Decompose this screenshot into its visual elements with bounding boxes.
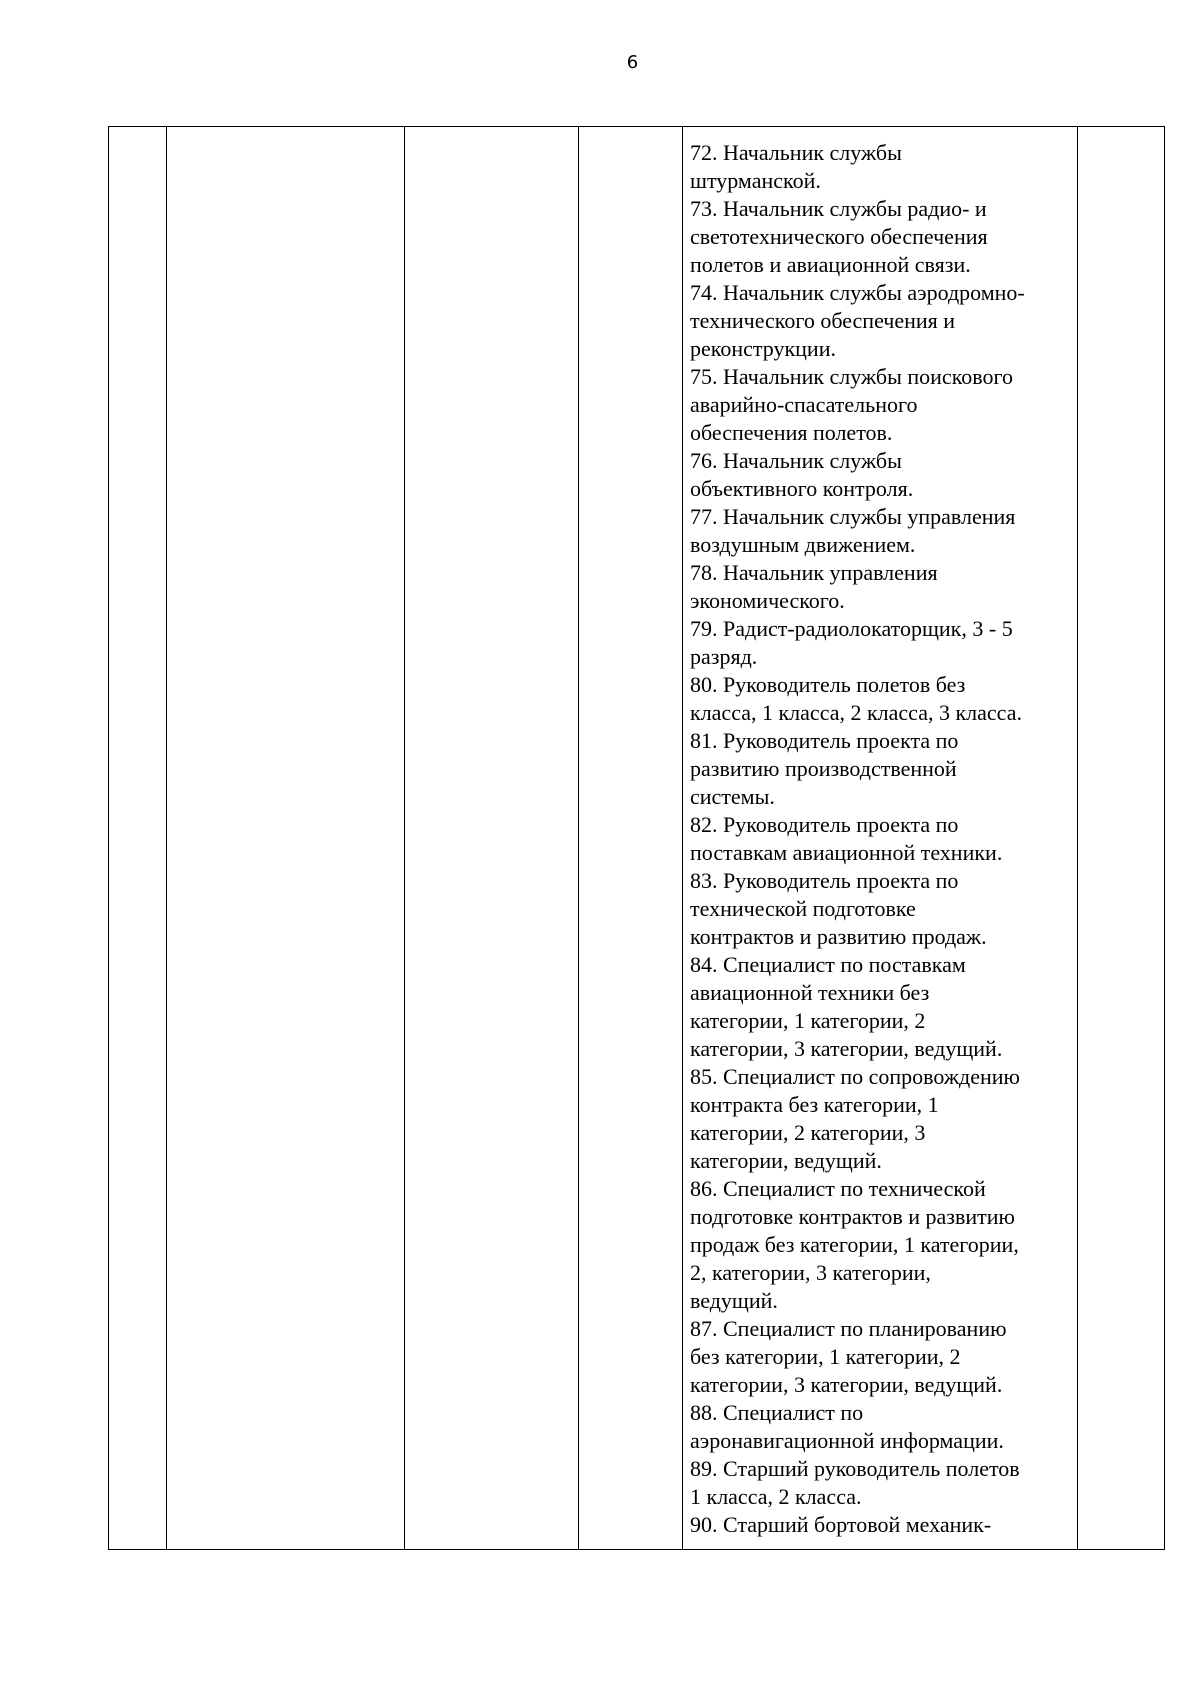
list-item: 90. Старший бортовой механик- <box>690 1512 992 1537</box>
list-item: технической подготовке <box>690 896 916 921</box>
list-item: аэронавигационной информации. <box>690 1428 1004 1453</box>
list-item: категории, 1 категории, 2 <box>690 1008 926 1033</box>
positions-list-cell <box>683 127 1078 1550</box>
list-item: 88. Специалист по <box>690 1400 864 1425</box>
table-cell-6 <box>1078 127 1165 1550</box>
list-item: ведущий. <box>690 1288 778 1313</box>
list-item: класса, 1 класса, 2 класса, 3 класса. <box>690 700 1022 725</box>
list-item: штурманской. <box>690 168 821 193</box>
list-item: 2, категории, 3 категории, <box>690 1260 931 1285</box>
list-item: категории, 3 категории, ведущий. <box>690 1372 1003 1397</box>
page-number: 6 <box>626 52 639 73</box>
table-cell-1 <box>109 127 167 1550</box>
list-item: 73. Начальник службы радио- и <box>690 196 987 221</box>
list-item: 74. Начальник службы аэродромно- <box>690 280 1025 305</box>
list-item: светотехнического обеспечения <box>690 224 988 249</box>
list-item: категории, ведущий. <box>690 1148 882 1173</box>
list-item: 1 класса, 2 класса. <box>690 1484 862 1509</box>
list-item: 81. Руководитель проекта по <box>690 728 959 753</box>
list-item: реконструкции. <box>690 336 836 361</box>
list-item: 85. Специалист по сопровождению <box>690 1064 1020 1089</box>
list-item: системы. <box>690 784 775 809</box>
table-row <box>109 127 1165 1550</box>
list-item: контракта без категории, 1 <box>690 1092 939 1117</box>
list-item: 87. Специалист по планированию <box>690 1316 1007 1341</box>
list-item: поставкам авиационной техники. <box>690 840 1003 865</box>
list-item: авиационной техники без <box>690 980 930 1005</box>
list-item: 76. Начальник службы <box>690 448 902 473</box>
list-item: 86. Специалист по технической <box>690 1176 986 1201</box>
list-item: 75. Начальник службы поискового <box>690 364 1013 389</box>
positions-table <box>108 126 1165 1550</box>
table-cell-4 <box>579 127 683 1550</box>
list-item: 77. Начальник службы управления <box>690 504 1016 529</box>
list-item: контрактов и развитию продаж. <box>690 924 987 949</box>
list-item: экономического. <box>690 588 845 613</box>
list-item: 83. Руководитель проекта по <box>690 868 959 893</box>
list-item: категории, 3 категории, ведущий. <box>690 1036 1003 1061</box>
list-item: развитию производственной <box>690 756 957 781</box>
list-item: без категории, 1 категории, 2 <box>690 1344 961 1369</box>
list-item: 82. Руководитель проекта по <box>690 812 959 837</box>
list-item: продаж без категории, 1 категории, <box>690 1232 1019 1257</box>
list-item: 89. Старший руководитель полетов <box>690 1456 1020 1481</box>
list-item: 72. Начальник службы <box>690 140 902 165</box>
list-item: воздушным движением. <box>690 532 916 557</box>
table-cell-3 <box>405 127 579 1550</box>
list-item: объективного контроля. <box>690 476 914 501</box>
list-item: полетов и авиационной связи. <box>690 252 971 277</box>
list-item: технического обеспечения и <box>690 308 956 333</box>
table-cell-2 <box>167 127 405 1550</box>
list-item: подготовке контрактов и развитию <box>690 1204 1015 1229</box>
list-item: 80. Руководитель полетов без <box>690 672 966 697</box>
list-item: обеспечения полетов. <box>690 420 893 445</box>
list-item: категории, 2 категории, 3 <box>690 1120 926 1145</box>
list-item: 84. Специалист по поставкам <box>690 952 966 977</box>
list-item: разряд. <box>690 644 758 669</box>
list-item: аварийно-спасательного <box>690 392 918 417</box>
list-item: 79. Радист-радиолокаторщик, 3 - 5 <box>690 616 1013 641</box>
list-item: 78. Начальник управления <box>690 560 938 585</box>
